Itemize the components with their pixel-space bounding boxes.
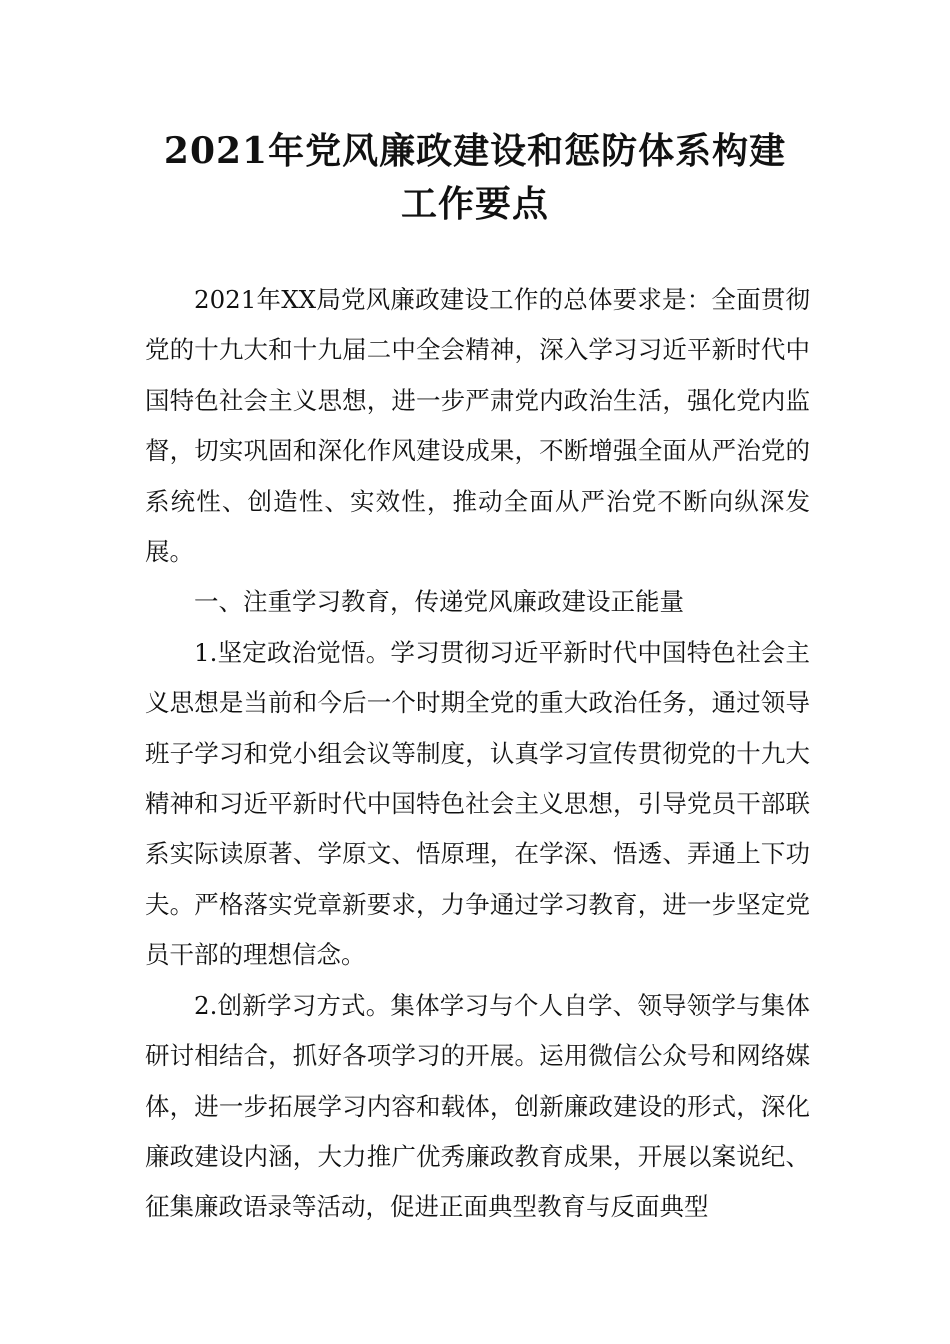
paragraph-intro: 2021年XX局党风廉政建设工作的总体要求是：全面贯彻党的十九大和十九届二中全会精神，深入学习习近平新时代中国特色社会主义思想，进一步严肃党内政治生活，强化党内监督，切实巩固和深化作风建设成果，不断增强全面从严治党的系统性、创造性、实效性，推动全面从严治党不断向纵深发展。: [145, 285, 810, 567]
document-body: [145, 275, 810, 1233]
section-heading-1: 一、注重学习教育，传递党风廉政建设正能量: [194, 587, 684, 617]
document-title-line-2: 工作要点: [400, 183, 549, 225]
paragraph-item-1: 1.坚定政治觉悟。学习贯彻习近平新时代中国特色社会主义思想是当前和今后一个时期全党的重大政治任务，通过领导班子学习和党小组会议等制度，认真学习宣传贯彻党的十九大精神和习近平新时代中国特色社会主义思想，引导党员干部联系实际读原著、学原文、悟原理，在学深、悟透、弄通上下功夫。严格落实党章新要求，力争通过学习教育，进一步坚定党员干部的理想信念。: [145, 637, 810, 970]
document-title-line-1: 2021年党风廉政建设和惩防体系构建: [163, 130, 787, 172]
paragraph-item-2: 2.创新学习方式。集体学习与个人自学、领导领学与集体研讨相结合，抓好各项学习的开展。运用微信公众号和网络媒体，进一步拓展学习内容和载体，创新廉政建设的形式，深化廉政建设内涵，大力推广优秀廉政教育成果，开展以案说纪、征集廉政语录等活动，促进正面典型教育与反面典型: [145, 990, 810, 1222]
